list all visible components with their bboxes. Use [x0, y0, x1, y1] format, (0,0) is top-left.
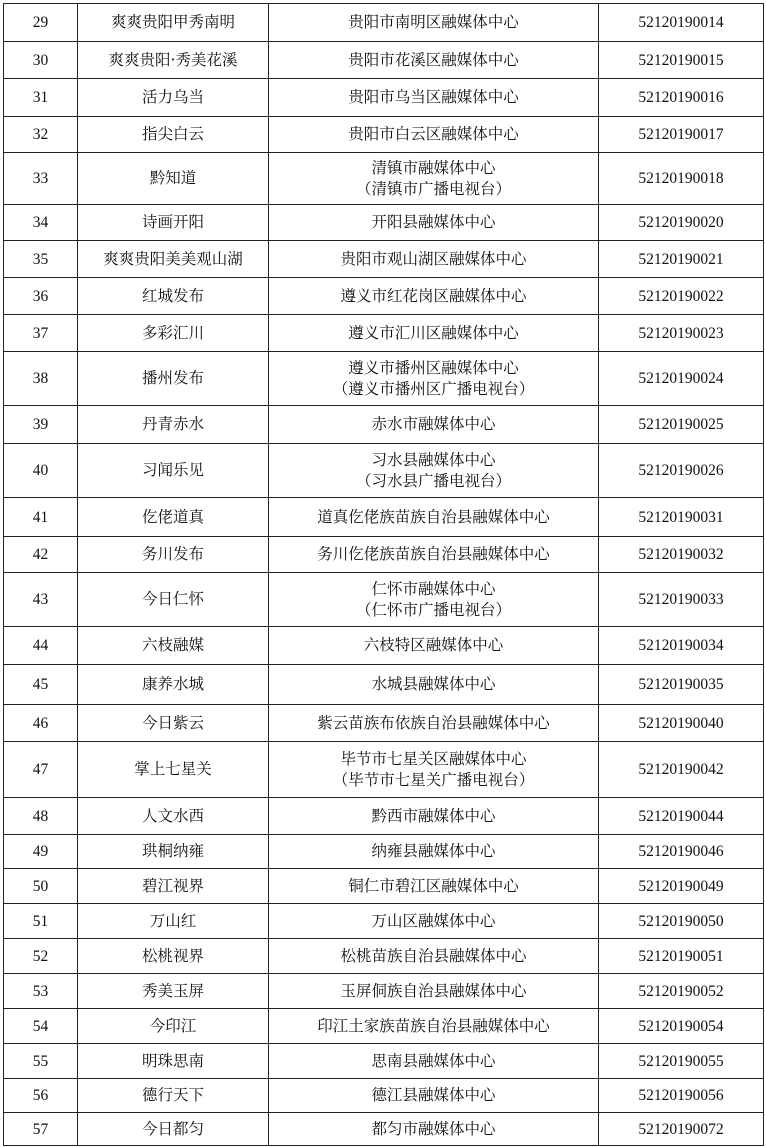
table-row — [4, 627, 764, 665]
row-number-cell: 47 — [4, 742, 78, 798]
organization-line: 务川仡佬族苗族自治县融媒体中心 — [317, 545, 550, 563]
organization-cell — [269, 1009, 599, 1044]
organization-cell — [269, 1079, 599, 1113]
registration-code-cell: 52120190025 — [599, 406, 764, 444]
organization-line: 紫云苗族布依族自治县融媒体中心 — [317, 713, 550, 732]
registration-code-cell: 52120190026 — [599, 444, 764, 498]
organization-line: 松桃苗族自治县融媒体中心 — [340, 946, 527, 965]
organization-cell — [269, 798, 599, 835]
row-number-cell: 52 — [4, 939, 78, 974]
organization-cell — [269, 742, 599, 798]
registration-code-cell: 52120190033 — [599, 573, 764, 627]
organization-cell — [269, 904, 599, 939]
organization-cell — [269, 117, 599, 153]
organization-line: 德江县融媒体中心 — [371, 1086, 496, 1104]
organization-line: 贵阳市观山湖区融媒体中心 — [340, 249, 527, 268]
organization-cell — [269, 705, 599, 742]
media-registry-table — [3, 3, 764, 1146]
registration-code-cell: 52120190034 — [599, 627, 764, 665]
row-number-cell: 35 — [4, 241, 78, 278]
organization-line: （仁怀市广播电视台） — [355, 600, 511, 619]
organization-cell — [269, 406, 599, 444]
table-row — [4, 742, 764, 798]
registration-code-cell: 52120190016 — [599, 79, 764, 117]
account-name-cell: 今印江 — [78, 1009, 269, 1044]
registration-code-cell: 52120190044 — [599, 798, 764, 835]
row-number-cell: 45 — [4, 665, 78, 705]
registration-code-cell: 52120190017 — [599, 117, 764, 153]
table-row — [4, 1079, 764, 1113]
account-name-cell: 六枝融媒 — [78, 627, 269, 665]
organization-line: 六枝特区融媒体中心 — [363, 636, 504, 654]
account-name-cell: 活力乌当 — [78, 79, 269, 117]
account-name-cell: 今日都匀 — [78, 1113, 269, 1146]
row-number-cell: 37 — [4, 315, 78, 352]
account-name-cell: 康养水城 — [78, 665, 269, 705]
organization-line: 贵阳市花溪区融媒体中心 — [348, 50, 519, 69]
account-name-cell: 爽爽贵阳美美观山湖 — [78, 241, 269, 278]
registration-code-cell: 52120190040 — [599, 705, 764, 742]
account-name-cell: 今日仁怀 — [78, 573, 269, 627]
registration-code-cell: 52120190050 — [599, 904, 764, 939]
registration-code-cell: 52120190018 — [599, 153, 764, 205]
organization-cell — [269, 537, 599, 573]
account-name-cell: 红城发布 — [78, 278, 269, 315]
table-row — [4, 352, 764, 406]
account-name-cell: 丹青赤水 — [78, 406, 269, 444]
row-number-cell: 32 — [4, 117, 78, 153]
organization-line: 习水县融媒体中心 — [371, 450, 496, 469]
table-row — [4, 79, 764, 117]
table-row — [4, 4, 764, 42]
organization-cell — [269, 665, 599, 705]
account-name-cell: 掌上七星关 — [78, 742, 269, 798]
organization-cell — [269, 352, 599, 406]
row-number-cell: 29 — [4, 4, 78, 42]
organization-line: 贵阳市南明区融媒体中心 — [348, 13, 519, 31]
table-body — [4, 4, 764, 1146]
row-number-cell: 54 — [4, 1009, 78, 1044]
account-name-cell: 爽爽贵阳甲秀南明 — [78, 4, 269, 42]
registration-code-cell: 52120190049 — [599, 869, 764, 904]
organization-line: 清镇市融媒体中心 — [371, 158, 496, 177]
organization-cell — [269, 278, 599, 315]
table-row — [4, 1009, 764, 1044]
table-row — [4, 117, 764, 153]
account-name-cell: 爽爽贵阳·秀美花溪 — [78, 42, 269, 79]
row-number-cell: 34 — [4, 205, 78, 241]
account-name-cell: 珙桐纳雍 — [78, 835, 269, 869]
row-number-cell: 39 — [4, 406, 78, 444]
organization-cell — [269, 1113, 599, 1146]
registration-code-cell: 52120190023 — [599, 315, 764, 352]
account-name-cell: 万山红 — [78, 904, 269, 939]
row-number-cell: 55 — [4, 1044, 78, 1079]
row-number-cell: 31 — [4, 79, 78, 117]
account-name-cell: 习闻乐见 — [78, 444, 269, 498]
organization-cell — [269, 315, 599, 352]
registration-code-cell: 52120190042 — [599, 742, 764, 798]
organization-cell — [269, 241, 599, 278]
organization-line: 道真仡佬族苗族自治县融媒体中心 — [317, 507, 550, 526]
organization-line: 思南县融媒体中心 — [371, 1051, 496, 1070]
account-name-cell: 诗画开阳 — [78, 205, 269, 241]
organization-cell — [269, 1044, 599, 1079]
row-number-cell: 40 — [4, 444, 78, 498]
table-row — [4, 444, 764, 498]
row-number-cell: 43 — [4, 573, 78, 627]
row-number-cell: 56 — [4, 1079, 78, 1113]
registration-code-cell: 52120190024 — [599, 352, 764, 406]
organization-cell — [269, 498, 599, 537]
row-number-cell: 51 — [4, 904, 78, 939]
organization-cell — [269, 939, 599, 974]
registration-code-cell: 52120190015 — [599, 42, 764, 79]
organization-line: （清镇市广播电视台） — [355, 179, 511, 198]
organization-line: （毕节市七星关广播电视台） — [332, 770, 535, 789]
table-row — [4, 153, 764, 205]
table-row — [4, 498, 764, 537]
table-row — [4, 42, 764, 79]
organization-line: 玉屏侗族自治县融媒体中心 — [340, 981, 527, 1000]
registration-code-cell: 52120190051 — [599, 939, 764, 974]
organization-cell — [269, 835, 599, 869]
registration-code-cell: 52120190021 — [599, 241, 764, 278]
organization-line: 万山区融媒体中心 — [371, 911, 496, 930]
row-number-cell: 33 — [4, 153, 78, 205]
organization-cell — [269, 869, 599, 904]
organization-cell — [269, 79, 599, 117]
row-number-cell: 38 — [4, 352, 78, 406]
account-name-cell: 德行天下 — [78, 1079, 269, 1113]
table-row — [4, 705, 764, 742]
table-row — [4, 939, 764, 974]
organization-line: 赤水市融媒体中心 — [371, 415, 496, 433]
row-number-cell: 50 — [4, 869, 78, 904]
organization-line: 铜仁市碧江区融媒体中心 — [348, 876, 519, 895]
account-name-cell: 多彩汇川 — [78, 315, 269, 352]
account-name-cell: 指尖白云 — [78, 117, 269, 153]
row-number-cell: 49 — [4, 835, 78, 869]
registration-code-cell: 52120190055 — [599, 1044, 764, 1079]
account-name-cell: 秀美玉屏 — [78, 974, 269, 1009]
organization-line: 毕节市七星关区融媒体中心 — [340, 749, 527, 768]
organization-line: 纳雍县融媒体中心 — [371, 842, 496, 860]
registration-code-cell: 52120190014 — [599, 4, 764, 42]
organization-line: 遵义市播州区融媒体中心 — [348, 358, 519, 377]
organization-cell — [269, 974, 599, 1009]
table-row — [4, 537, 764, 573]
table-row — [4, 869, 764, 904]
row-number-cell: 30 — [4, 42, 78, 79]
organization-cell — [269, 153, 599, 205]
registration-code-cell: 52120190022 — [599, 278, 764, 315]
organization-line: 都匀市融媒体中心 — [371, 1119, 496, 1138]
account-name-cell: 播州发布 — [78, 352, 269, 406]
row-number-cell: 41 — [4, 498, 78, 537]
table-row — [4, 904, 764, 939]
organization-cell — [269, 573, 599, 627]
table-row — [4, 241, 764, 278]
organization-line: 黔西市融媒体中心 — [371, 806, 496, 825]
row-number-cell: 44 — [4, 627, 78, 665]
account-name-cell: 碧江视界 — [78, 869, 269, 904]
table-row — [4, 573, 764, 627]
organization-cell — [269, 627, 599, 665]
table-row — [4, 205, 764, 241]
row-number-cell: 57 — [4, 1113, 78, 1146]
row-number-cell: 46 — [4, 705, 78, 742]
account-name-cell: 人文水西 — [78, 798, 269, 835]
registration-code-cell: 52120190035 — [599, 665, 764, 705]
account-name-cell: 今日紫云 — [78, 705, 269, 742]
table-row — [4, 315, 764, 352]
organization-line: 遵义市红花岗区融媒体中心 — [340, 286, 527, 305]
row-number-cell: 42 — [4, 537, 78, 573]
table-row — [4, 665, 764, 705]
registration-code-cell: 52120190052 — [599, 974, 764, 1009]
organization-cell — [269, 205, 599, 241]
table-row — [4, 798, 764, 835]
row-number-cell: 36 — [4, 278, 78, 315]
organization-line: 贵阳市乌当区融媒体中心 — [348, 88, 519, 106]
table-row — [4, 974, 764, 1009]
table-row — [4, 1044, 764, 1079]
organization-line: 贵阳市白云区融媒体中心 — [348, 125, 519, 143]
organization-line: 遵义市汇川区融媒体中心 — [348, 323, 519, 342]
account-name-cell: 务川发布 — [78, 537, 269, 573]
account-name-cell: 黔知道 — [78, 153, 269, 205]
organization-line: 仁怀市融媒体中心 — [371, 579, 496, 598]
table-row — [4, 278, 764, 315]
organization-line: 开阳县融媒体中心 — [371, 213, 496, 231]
organization-cell — [269, 444, 599, 498]
organization-cell — [269, 42, 599, 79]
registration-code-cell: 52120190020 — [599, 205, 764, 241]
organization-line: 印江土家族苗族自治县融媒体中心 — [317, 1016, 550, 1035]
account-name-cell: 松桃视界 — [78, 939, 269, 974]
registration-code-cell: 52120190032 — [599, 537, 764, 573]
table-row — [4, 406, 764, 444]
account-name-cell: 明珠思南 — [78, 1044, 269, 1079]
registration-code-cell: 52120190054 — [599, 1009, 764, 1044]
row-number-cell: 53 — [4, 974, 78, 1009]
organization-cell — [269, 4, 599, 42]
registration-code-cell: 52120190046 — [599, 835, 764, 869]
row-number-cell: 48 — [4, 798, 78, 835]
table-row — [4, 835, 764, 869]
registration-code-cell: 52120190056 — [599, 1079, 764, 1113]
account-name-cell: 仡佬道真 — [78, 498, 269, 537]
table-row — [4, 1113, 764, 1146]
organization-line: （遵义市播州区广播电视台） — [332, 379, 535, 398]
organization-line: （习水县广播电视台） — [355, 471, 511, 490]
organization-line: 水城县融媒体中心 — [371, 675, 496, 693]
registration-code-cell: 52120190031 — [599, 498, 764, 537]
registration-code-cell: 52120190072 — [599, 1113, 764, 1146]
